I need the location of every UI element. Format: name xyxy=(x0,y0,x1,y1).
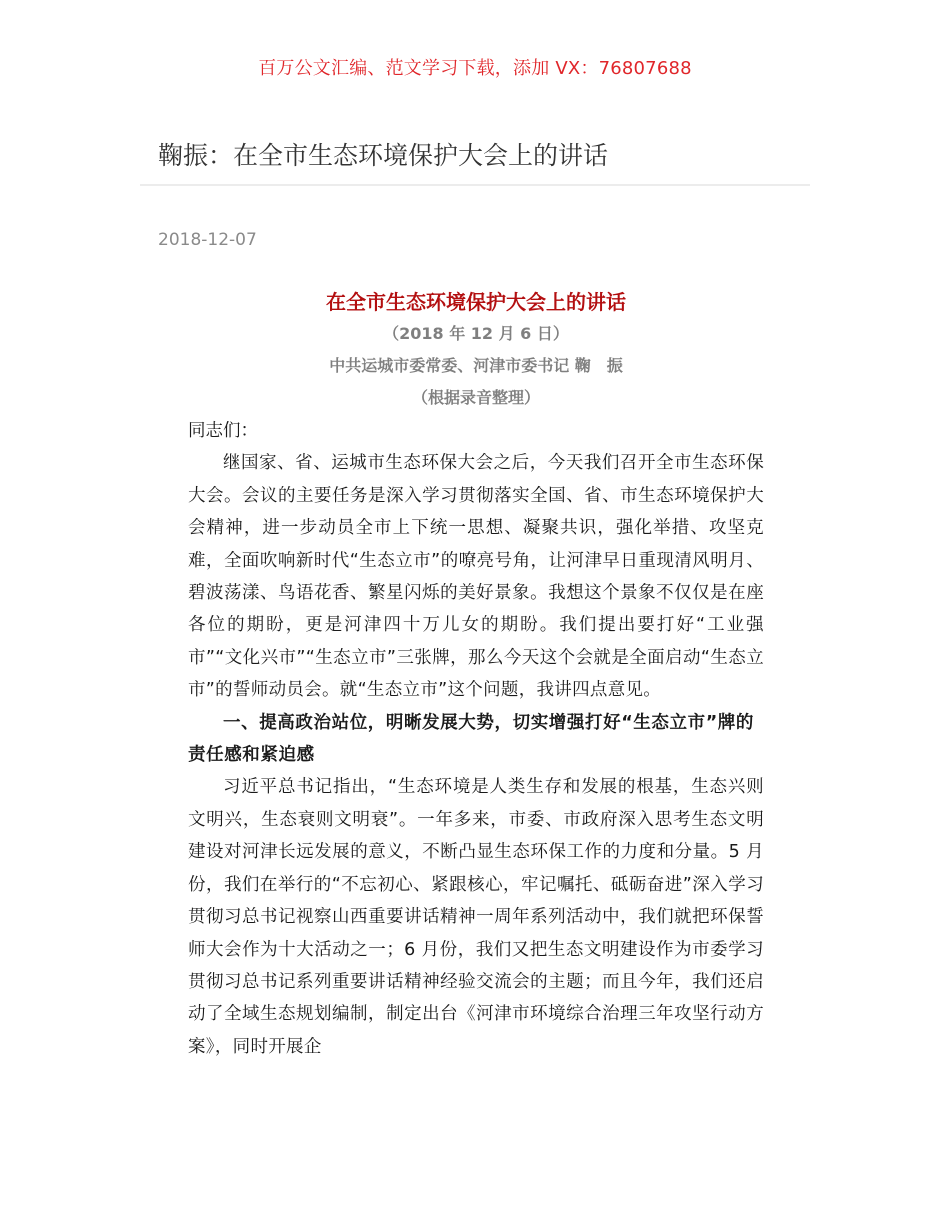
document-title: 在全市生态环境保护大会上的讲话 xyxy=(326,290,626,314)
promo-banner: 百万公文汇编、范文学习下载，添加 VX：76807688 xyxy=(258,58,692,79)
title-divider xyxy=(140,184,810,186)
document-body xyxy=(188,286,764,1063)
section-heading-1: 一、提高政治站位，明晰发展大势，切实增强打好“生态立市”牌的责任感和紧迫感 xyxy=(188,712,755,766)
document-author-line: 中共运城市委常委、河津市委书记 鞠 振 xyxy=(329,356,623,375)
salutation: 同志们： xyxy=(188,421,258,441)
document-note-line: （根据录音整理） xyxy=(411,388,540,407)
publish-date: 2018-12-07 xyxy=(158,230,257,250)
paragraph-section-1: 习近平总书记指出，“生态环境是人类生存和发展的根基，生态兴则文明兴，生态衰则文明衰”。一年多来，市委、市政府深入思考生态文明建设对河津长远发展的意义，不断凸显生态环保工作的力度和分量。5 月份，我们在举行的“不忘初心、紧跟核心，牢记嘱托、砥砺奋进”深入学习贯彻习总书记视察山西重要讲话精神一周年系列活动中，我们就把环保誓师大会作为十大活动之一；6 月份，我们又把生态文明建设作为市委学习贯彻习总书记系列重要讲话精神经验交流会的主题；而且今年，我们还启动了全域生态规划编制，制定出台《河津市环境综合治理三年攻坚行动方案》，同时开展企 xyxy=(188,777,764,1057)
document-date-line: （2018 年 12 月 6 日） xyxy=(383,324,569,343)
page-title: 鞠振：在全市生态环境保护大会上的讲话 xyxy=(158,141,609,170)
paragraph-intro: 继国家、省、运城市生态环保大会之后，今天我们召开全市生态环保大会。会议的主要任务是深入学习贯彻落实全国、省、市生态环境保护大会精神，进一步动员全市上下统一思想、凝聚共识，强化举措、攻坚克难，全面吹响新时代“生态立市”的嘹亮号角，让河津早日重现清风明月、碧波荡漾、鸟语花香、繁星闪烁的美好景象。我想这个景象不仅仅是在座各位的期盼，更是河津四十万儿女的期盼。我们提出要打好“工业强市”“文化兴市”“生态立市”三张牌，那么今天这个会就是全面启动“生态立市”的誓师动员会。就“生态立市”这个问题，我讲四点意见。 xyxy=(188,453,764,701)
